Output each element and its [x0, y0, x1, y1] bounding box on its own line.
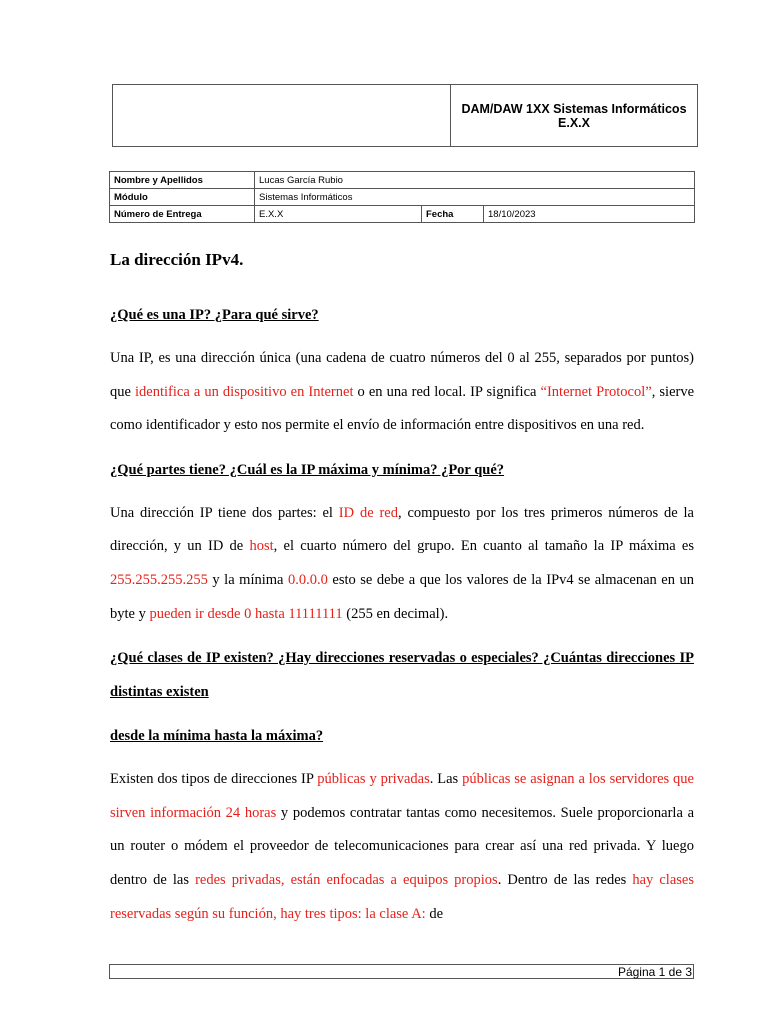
question-heading: ¿Qué clases de IP existen? ¿Hay direcciones reservadas o especiales? ¿Cuántas direcciones IP distintas existen [110, 650, 694, 701]
delivery-value: E.X.X [255, 206, 422, 223]
highlighted-text: host [249, 538, 274, 555]
text-run: Existen dos tipos de direcciones IP [110, 771, 318, 788]
page-footer [109, 964, 694, 979]
delivery-label: Número de Entrega [110, 206, 255, 223]
highlighted-text: 255.255.255.255 [110, 571, 208, 588]
answer-paragraph [110, 497, 694, 631]
module-value: Sistemas Informáticos [255, 189, 695, 206]
answer-paragraph [110, 763, 694, 931]
answer-paragraph [110, 342, 694, 443]
page-number: Página 1 de 3 [617, 965, 692, 979]
text-run: de [425, 905, 444, 922]
document-title: La dirección IPv4. [110, 250, 244, 269]
text-run: esto se debe a que los valores de la IPv4 se almacenan en un byte y [110, 571, 695, 622]
table-row [110, 206, 695, 223]
highlighted-text: identifica a un dispositivo en Internet [135, 383, 354, 400]
question-heading: ¿Qué partes tiene? ¿Cuál es la IP máxima y mínima? ¿Por qué? [110, 461, 505, 478]
highlighted-text: pueden ir desde 0 hasta 11111111 [149, 605, 343, 622]
text-run: (255 en decimal). [342, 605, 449, 622]
table-row [110, 189, 695, 206]
text-run: y la mínima [207, 571, 288, 588]
text-run: o en una red local. IP significa [353, 383, 541, 400]
table-row [110, 172, 695, 189]
student-info-table [109, 171, 695, 223]
text-run: , el cuarto número del grupo. En cuanto al tamaño la IP máxima es [273, 538, 694, 555]
text-run: Una dirección IP tiene dos partes: el [110, 504, 339, 521]
highlighted-text: públicas y privadas [317, 771, 430, 788]
date-label: Fecha [422, 206, 484, 223]
module-label: Módulo [110, 189, 255, 206]
header-course-title: DAM/DAW 1XX Sistemas Informáticos [461, 101, 687, 116]
header-logo-cell [113, 85, 451, 146]
text-run: . Las [429, 771, 463, 788]
text-run: , compuesto por los tres primeros números de la dirección, y un ID de [110, 504, 694, 555]
text-run: , sierve como identificador y esto nos permite el envío de información entre dispositivos en una red. [110, 383, 695, 434]
header-title-cell [451, 85, 697, 146]
text-run: y podemos contratar tantas como necesitemos. Suele proporcionarla a un router o módem el proveedor de telecomunicaciones para crear así una red privada. Y luego dentro de las [110, 804, 694, 888]
text-run: . Dentro de las redes [497, 871, 633, 888]
text-run: Una IP, es una dirección única (una cadena de cuatro números del 0 al 255, separados por puntos) que [110, 350, 694, 400]
document-body [110, 246, 694, 941]
name-value: Lucas García Rubio [255, 172, 695, 189]
highlighted-text: redes privadas, están enfocadas a equipos propios [195, 871, 498, 888]
highlighted-text: ID de red [338, 504, 398, 521]
highlighted-text: 0.0.0.0 [288, 571, 328, 588]
highlighted-text: hay clases reservadas según su función, hay tres tipos: la clase A: [110, 871, 694, 922]
header-exercise-code: E.X.X [558, 115, 590, 130]
highlighted-text: “Internet Protocol” [540, 383, 652, 400]
highlighted-text: públicas se asignan a los servidores que sirven información 24 horas [110, 771, 694, 821]
name-label: Nombre y Apellidos [110, 172, 255, 189]
question-heading-continued: desde la mínima hasta la máxima? [110, 728, 324, 745]
date-value: 18/10/2023 [484, 206, 695, 223]
document-header-box [112, 84, 698, 147]
question-heading: ¿Qué es una IP? ¿Para qué sirve? [110, 307, 319, 323]
